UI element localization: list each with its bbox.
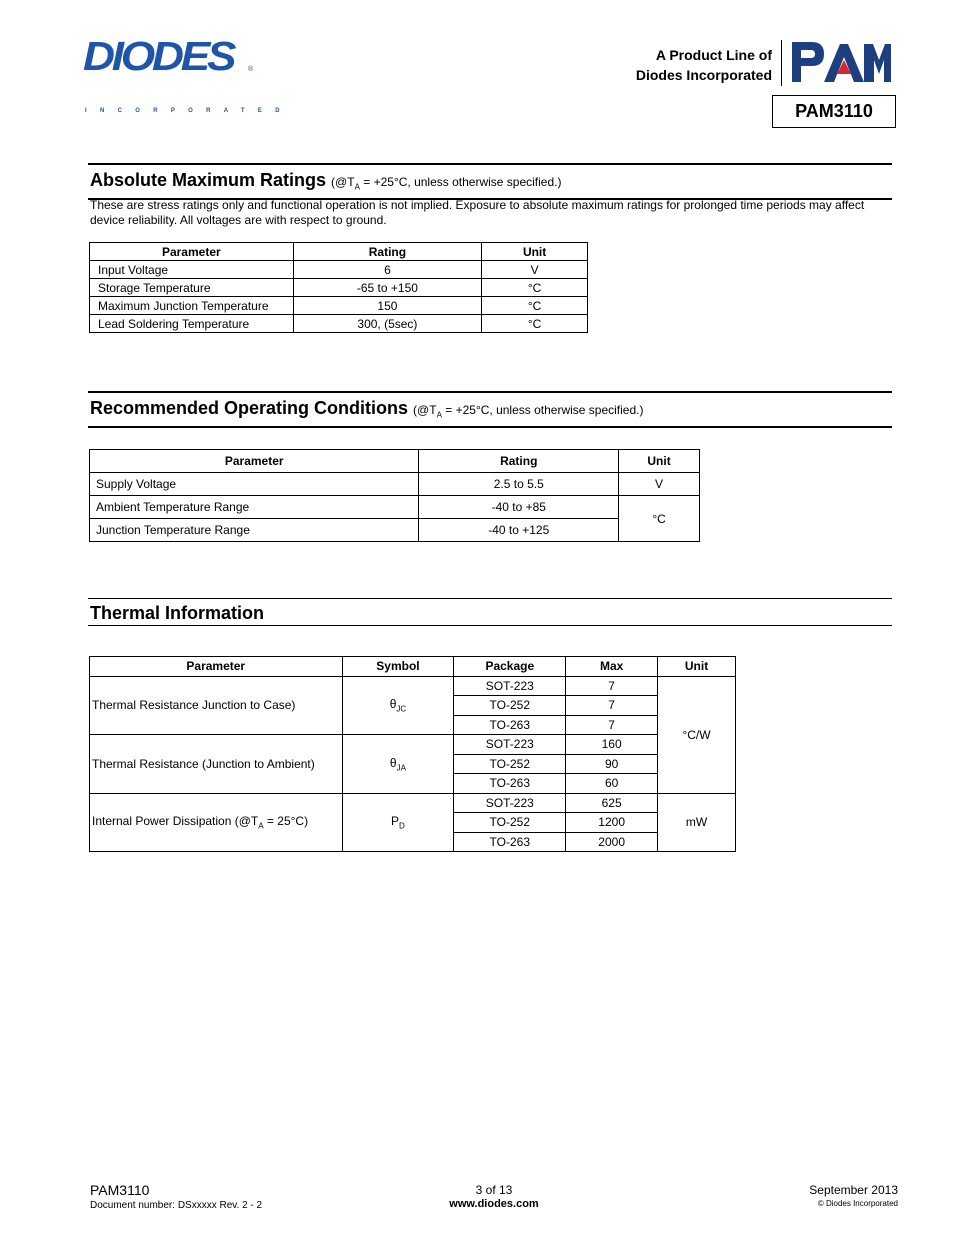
max-cell: 7 <box>566 696 658 716</box>
col-header: Parameter <box>90 657 343 677</box>
thermal-heading <box>88 598 892 626</box>
param-cell: Input Voltage <box>90 261 294 279</box>
max-cell: 7 <box>566 676 658 696</box>
rating-cell: -65 to +150 <box>293 279 482 297</box>
abs-max-condition: ($@T_A = +25^\circ C$, unless otherwise specified.) <box>331 175 562 192</box>
col-header: Parameter <box>90 243 294 261</box>
col-header: Symbol <box>342 657 454 677</box>
footer-part-number: PAM3110 <box>90 1182 150 1198</box>
footer-right <box>809 1183 898 1210</box>
package-cell: TO-263 <box>454 774 566 794</box>
param-cell: Storage Temperature <box>90 279 294 297</box>
col-header: Package <box>454 657 566 677</box>
param-cell: Internal Power Dissipation $(@T_A = 25^\circ C)$ <box>90 793 343 852</box>
abs-max-title: Absolute Maximum Ratings <box>90 170 327 190</box>
symbol-cell: $\theta_{JC}$ <box>342 676 454 735</box>
pam-logo <box>790 40 892 84</box>
unit-cell: mW <box>658 793 736 852</box>
rating-cell: 150 <box>293 297 482 315</box>
table-row <box>90 519 700 542</box>
param-cell: Ambient Temperature Range <box>90 496 419 519</box>
table-header-row <box>90 657 736 677</box>
col-header: Parameter <box>90 450 419 473</box>
max-cell: 2000 <box>566 832 658 852</box>
col-header: Max <box>566 657 658 677</box>
max-cell: 625 <box>566 793 658 813</box>
package-cell: TO-252 <box>454 813 566 833</box>
table-row <box>90 261 588 279</box>
table-row <box>90 297 588 315</box>
table-row <box>90 496 700 519</box>
table-row <box>90 279 588 297</box>
max-cell: 7 <box>566 715 658 735</box>
symbol-cell: $P_D$ <box>342 793 454 852</box>
footer-date: September 2013 <box>809 1183 898 1197</box>
footer-center <box>394 1183 594 1211</box>
col-header: Unit <box>619 450 700 473</box>
package-cell: TO-252 <box>454 696 566 716</box>
product-line-note <box>636 45 772 85</box>
col-header: Unit <box>482 243 588 261</box>
footer-left <box>90 1182 262 1213</box>
table-row <box>90 793 736 813</box>
param-cell: Maximum Junction Temperature <box>90 297 294 315</box>
table-row <box>90 735 736 755</box>
part-number-box: PAM3110 <box>772 95 896 128</box>
param-cell: Supply Voltage <box>90 473 419 496</box>
abs-max-table <box>89 242 588 333</box>
package-cell: TO-263 <box>454 832 566 852</box>
header-divider <box>781 40 782 86</box>
package-cell: TO-252 <box>454 754 566 774</box>
website-link[interactable]: www.diodes.com <box>449 1198 539 1210</box>
rating-cell: -40 to +85 <box>419 496 619 519</box>
max-cell: 160 <box>566 735 658 755</box>
param-cell: Junction Temperature Range <box>90 519 419 542</box>
thermal-table <box>89 656 736 852</box>
diodes-logo <box>83 33 293 114</box>
footer-copyright: © Diodes Incorporated <box>817 1199 898 1208</box>
diodes-logo-text: DIODES <box>83 33 234 79</box>
page-number: 3 of 13 <box>475 1183 513 1197</box>
rec-op-table <box>89 449 700 542</box>
thermal-title: Thermal Information <box>90 603 265 623</box>
symbol-cell: $\theta_{JA}$ <box>342 735 454 794</box>
col-header: Unit <box>658 657 736 677</box>
rating-cell: 2.5 to 5.5 <box>419 473 619 496</box>
table-header-row <box>90 450 700 473</box>
package-cell: SOT-223 <box>454 793 566 813</box>
param-cell: Thermal Resistance Junction to Case) <box>90 676 343 735</box>
unit-cell: V <box>482 261 588 279</box>
diodes-logo-subtext: INCORPORATED <box>85 108 293 114</box>
rating-cell: 300, (5sec) <box>293 315 482 333</box>
max-cell: 90 <box>566 754 658 774</box>
footer-doc-number: Document number: DSxxxxx Rev. 2 - 2 <box>90 1200 263 1211</box>
product-line-text-2: Diodes Incorporated <box>635 67 772 83</box>
param-cell: Thermal Resistance (Junction to Ambient) <box>90 735 343 794</box>
col-header: Rating <box>419 450 619 473</box>
table-header-row <box>90 243 588 261</box>
rating-cell: -40 to +125 <box>419 519 619 542</box>
unit-cell: °C <box>482 315 588 333</box>
package-cell: SOT-223 <box>454 676 566 696</box>
rating-cell: 6 <box>293 261 482 279</box>
rec-op-condition: ($@T_A = +25^\circ C$, unless otherwise specified.) <box>413 403 644 420</box>
rec-op-title: Recommended Operating Conditions <box>90 398 409 418</box>
abs-max-intro: These are stress ratings only and functional operation is not implied. Exposure to absolute maximum ratings for prolonged time periods may affect device reliability. All voltages are with respect to ground. <box>90 198 865 227</box>
table-row <box>90 315 588 333</box>
unit-cell: °C <box>482 297 588 315</box>
col-header: Rating <box>293 243 482 261</box>
table-row <box>90 676 736 696</box>
package-cell: SOT-223 <box>454 735 566 755</box>
product-line-text-1: A Product Line of <box>655 47 772 63</box>
registered-mark: ® <box>248 66 254 73</box>
param-cell: Lead Soldering Temperature <box>90 315 294 333</box>
table-row <box>90 473 700 496</box>
unit-cell: °C <box>482 279 588 297</box>
unit-cell: V <box>619 473 700 496</box>
unit-cell: °C <box>619 496 700 542</box>
package-cell: TO-263 <box>454 715 566 735</box>
max-cell: 60 <box>566 774 658 794</box>
max-cell: 1200 <box>566 813 658 833</box>
rec-op-heading <box>88 391 892 428</box>
unit-cell: °C/W <box>658 676 736 793</box>
abs-max-heading <box>88 163 892 200</box>
